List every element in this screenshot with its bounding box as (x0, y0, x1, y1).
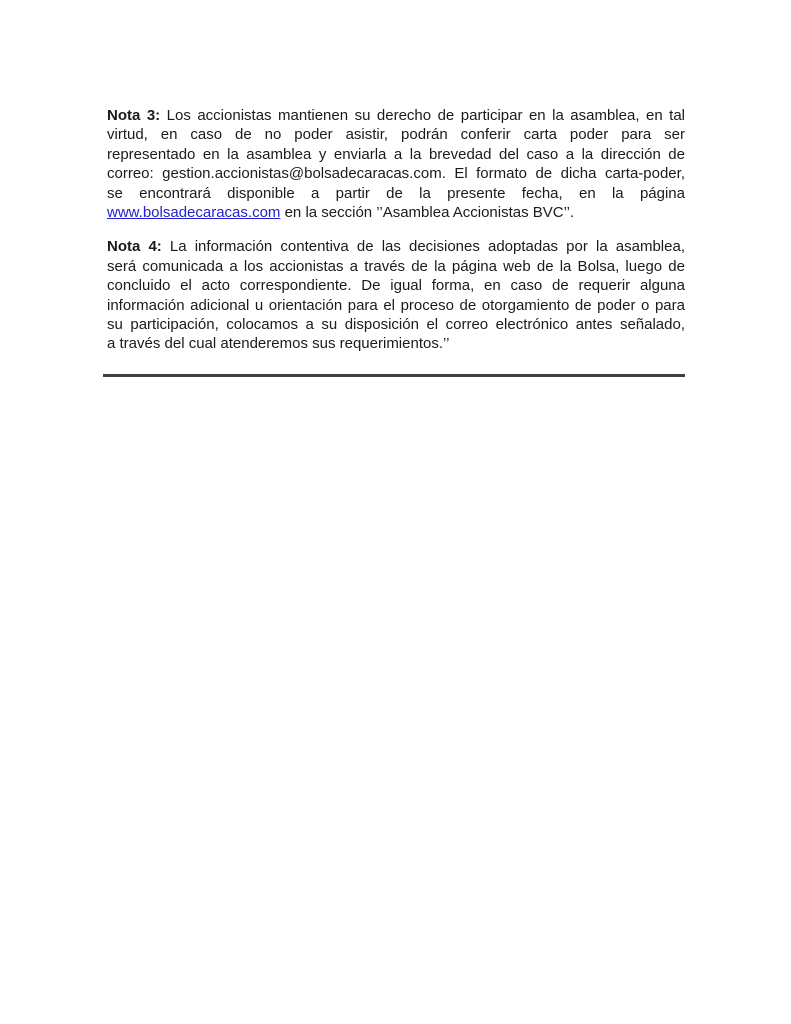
bolsadecaracas-website-link[interactable]: www.bolsadecaracas.com (107, 204, 281, 222)
note4-paragraph (107, 237, 685, 353)
document-body (107, 106, 685, 377)
note3-line-1-text: Los accionistas mantienen su derecho de participar en la asamblea, en tal (160, 107, 686, 124)
note3-line-1 (107, 106, 685, 125)
note4-line-4: información adicional u orientación para el proceso de otorgamiento de poder o para (107, 296, 685, 314)
note3-paragraph (107, 106, 685, 222)
note4-line-5: su participación, colocamos a su disposición el correo electrónico antes señalado, (107, 316, 685, 334)
note3-label: Nota 3: (107, 107, 161, 124)
note4-line-6: a través del cual atenderemos sus requerimientos.’’ (107, 335, 450, 353)
horizontal-rule (103, 374, 685, 377)
note3-line-5: se encontrará disponible a partir de la presente fecha, en la página (107, 184, 685, 202)
note3-line-6-text: en la sección ’’Asamblea Accionistas BVC’’. (280, 204, 575, 222)
note3-line-3: representado en la asamblea y enviarla a la brevedad del caso a la dirección de (107, 145, 685, 163)
note3-line-6 (107, 203, 685, 222)
note4-line-1 (107, 237, 685, 256)
note4-line-2: será comunicada a los accionistas a través de la página web de la Bolsa, luego de (107, 257, 685, 275)
note3-line-2: virtud, en caso de no poder asistir, podrán conferir carta poder para ser (107, 126, 685, 144)
note3-line-4: correo: gestion.accionistas@bolsadecaracas.com. El formato de dicha carta-poder, (107, 165, 685, 183)
note4-line-1-text: La información contentiva de las decisiones adoptadas por la asamblea, (161, 238, 685, 256)
note4-line-3: concluido el acto correspondiente. De igual forma, en caso de requerir alguna (107, 277, 685, 295)
note4-label: Nota 4: (107, 238, 162, 256)
